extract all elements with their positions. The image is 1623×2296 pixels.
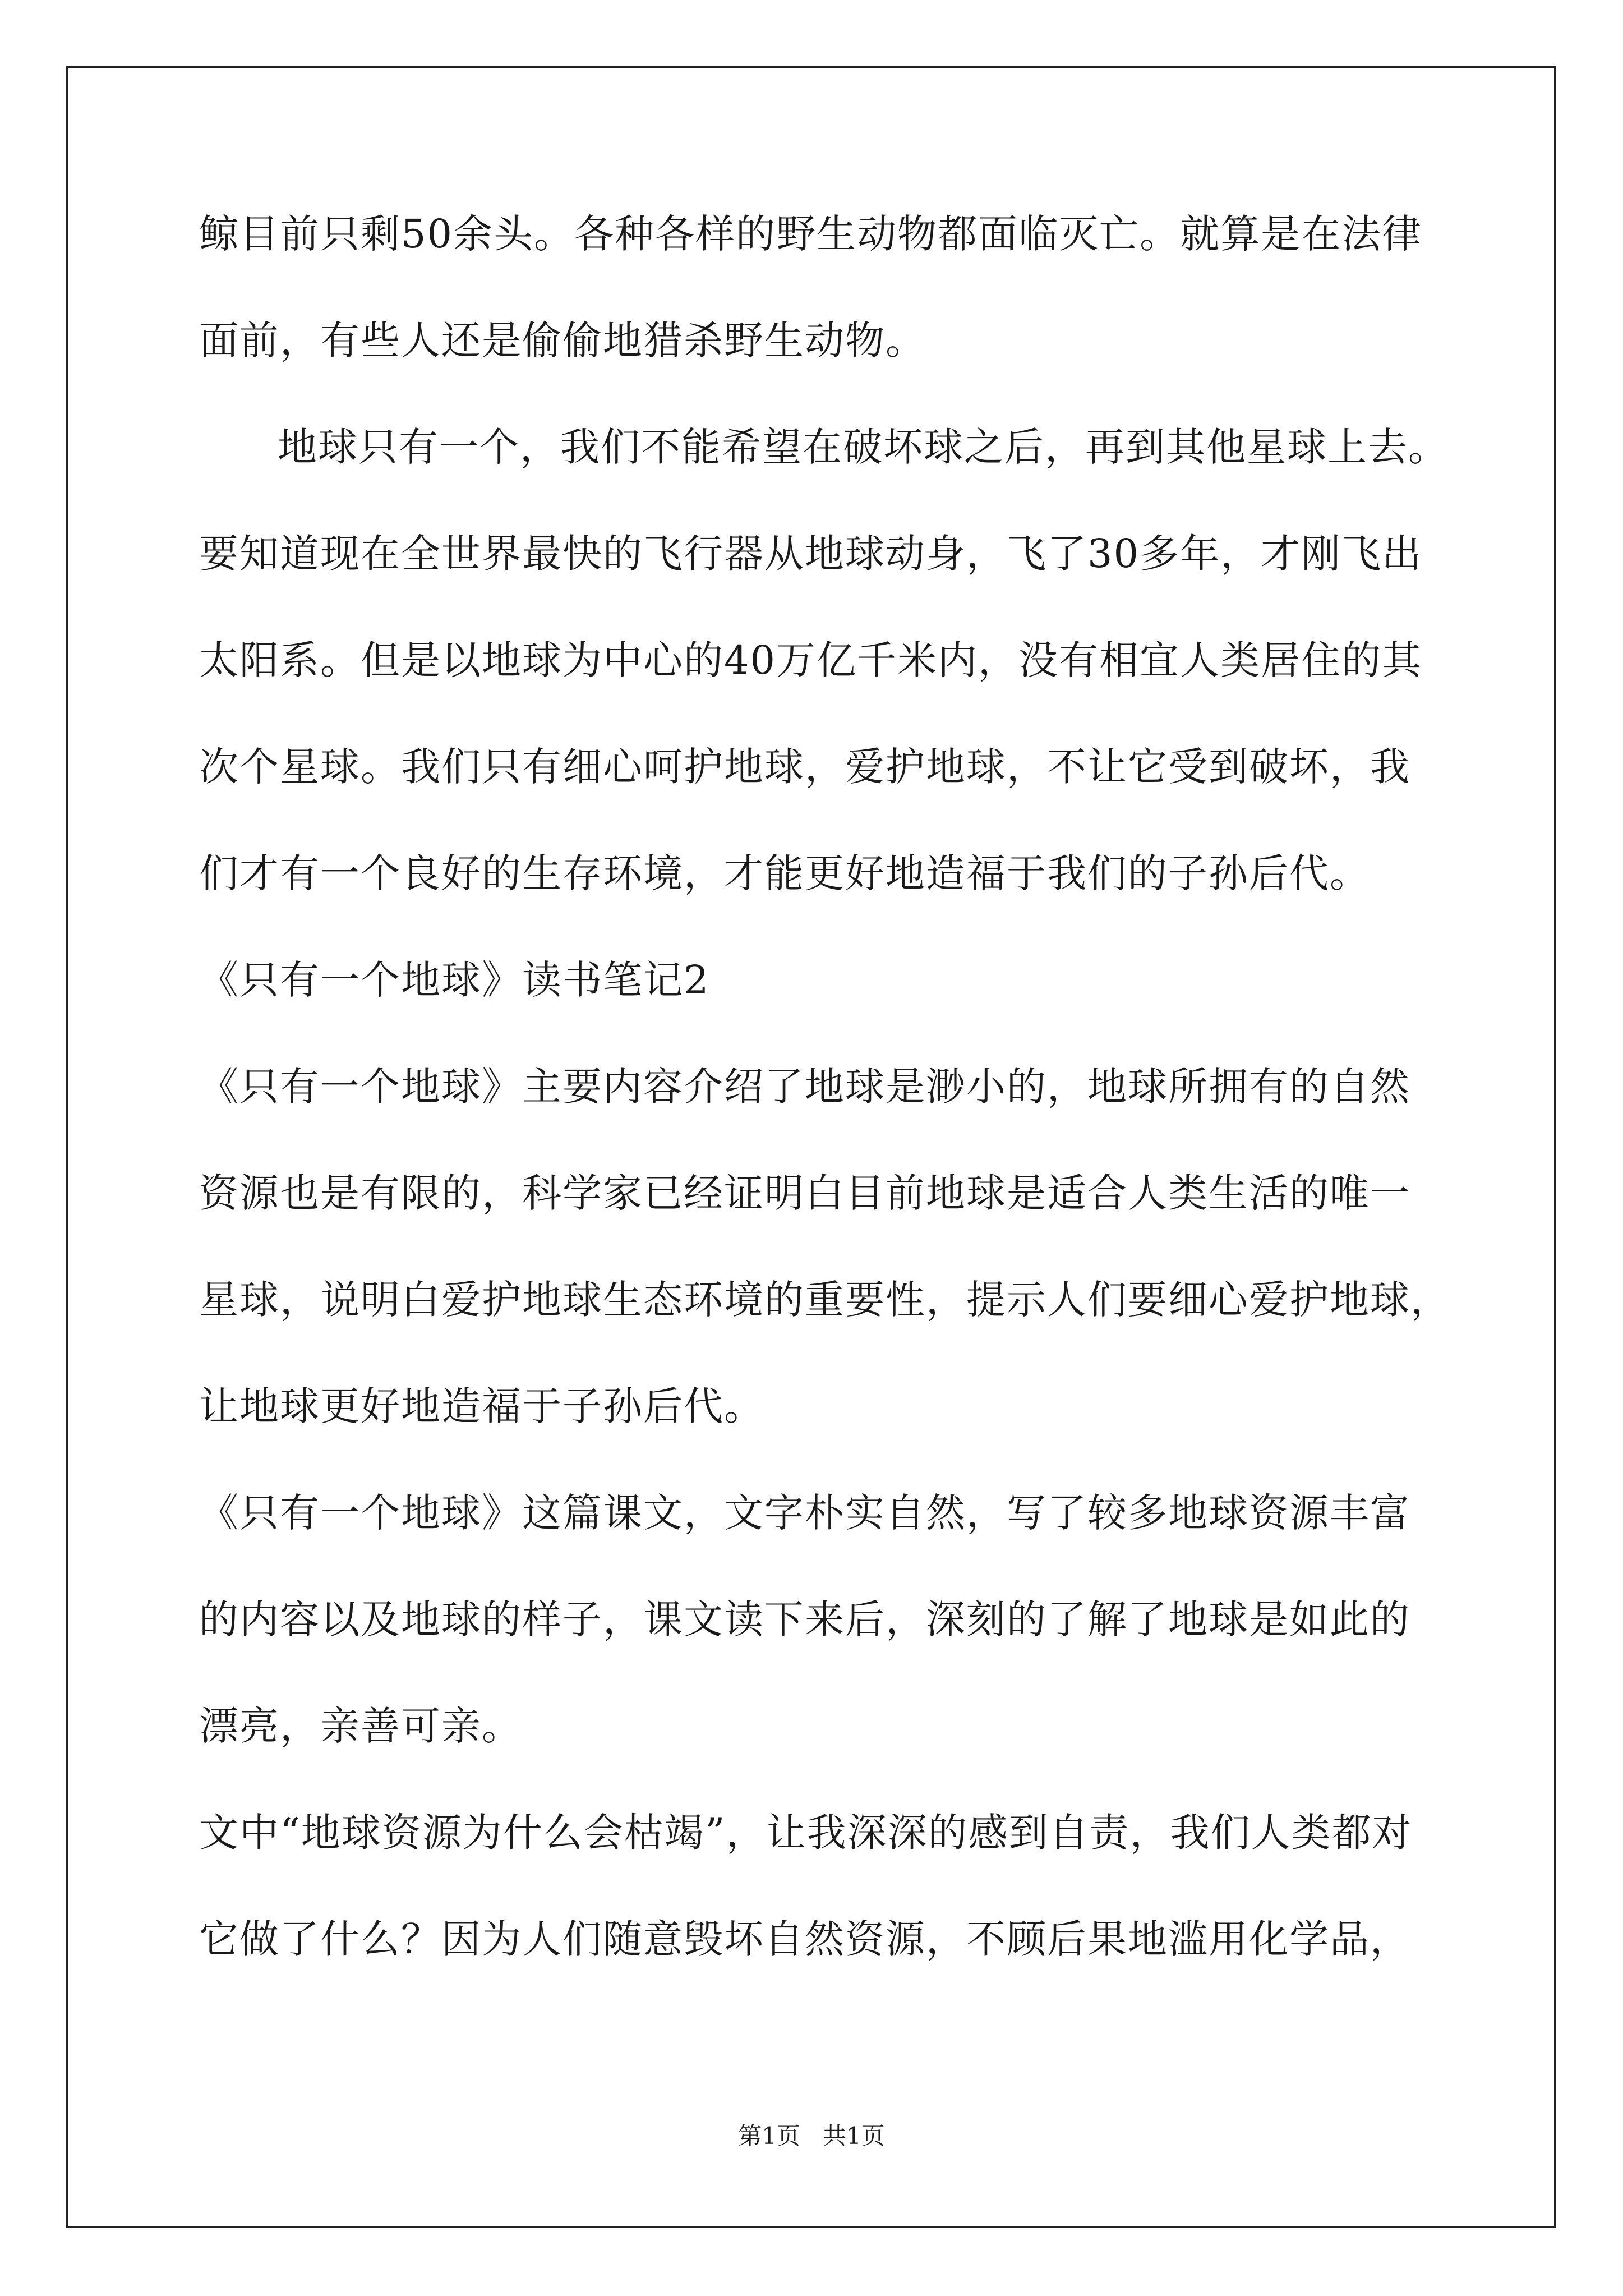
text-line: 漂亮，亲善可亲。: [199, 1703, 522, 1749]
page-number: 第1页: [738, 2122, 800, 2150]
text-line: 鲸目前只剩50余头。各种各样的野生动物都面临灭亡。就算是在法律: [199, 211, 1423, 257]
text-line: 它做了什么？因为人们随意毁坏自然资源，不顾后果地滥用化学品，: [199, 1916, 1410, 1962]
text-line: 《只有一个地球》这篇课文，文字朴实自然，写了较多地球资源丰富: [199, 1490, 1410, 1536]
text-line: 们才有一个良好的生存环境，才能更好地造福于我们的子孙后代。: [199, 850, 1370, 896]
text-line: 《只有一个地球》主要内容介绍了地球是渺小的，地球所拥有的自然: [199, 1064, 1410, 1110]
text-line: 让地球更好地造福于子孙后代。: [199, 1383, 764, 1429]
text-line: 星球，说明白爱护地球生态环境的重要性，提示人们要细心爱护地球，: [199, 1277, 1451, 1323]
text-line: 的内容以及地球的样子，课文读下来后，深刻的了解了地球是如此的: [199, 1596, 1410, 1642]
page-border: [66, 66, 1556, 2228]
text-line: 资源也是有限的，科学家已经证明白目前地球是适合人类生活的唯一: [199, 1170, 1410, 1216]
text-line: 次个星球。我们只有细心呵护地球，爱护地球，不让它受到破坏，我: [199, 744, 1410, 790]
paragraph-start-line: 地球只有一个，我们不能希望在破坏球之后，再到其他星球上去。: [278, 424, 1449, 470]
page-footer: [0, 2119, 1623, 2153]
page-total: 共1页: [823, 2122, 885, 2150]
text-line: 太阳系。但是以地球为中心的40万亿千米内，没有相宜人类居住的其: [199, 637, 1423, 683]
text-line: 面前，有些人还是偷偷地猎杀野生动物。: [199, 318, 926, 364]
text-line: 文中“地球资源为什么会枯竭”，让我深深的感到自责，我们人类都对: [199, 1810, 1413, 1856]
section-heading: 《只有一个地球》读书笔记2: [199, 957, 710, 1003]
text-line: 要知道现在全世界最快的飞行器从地球动身，飞了30多年，才刚飞出: [199, 531, 1423, 577]
